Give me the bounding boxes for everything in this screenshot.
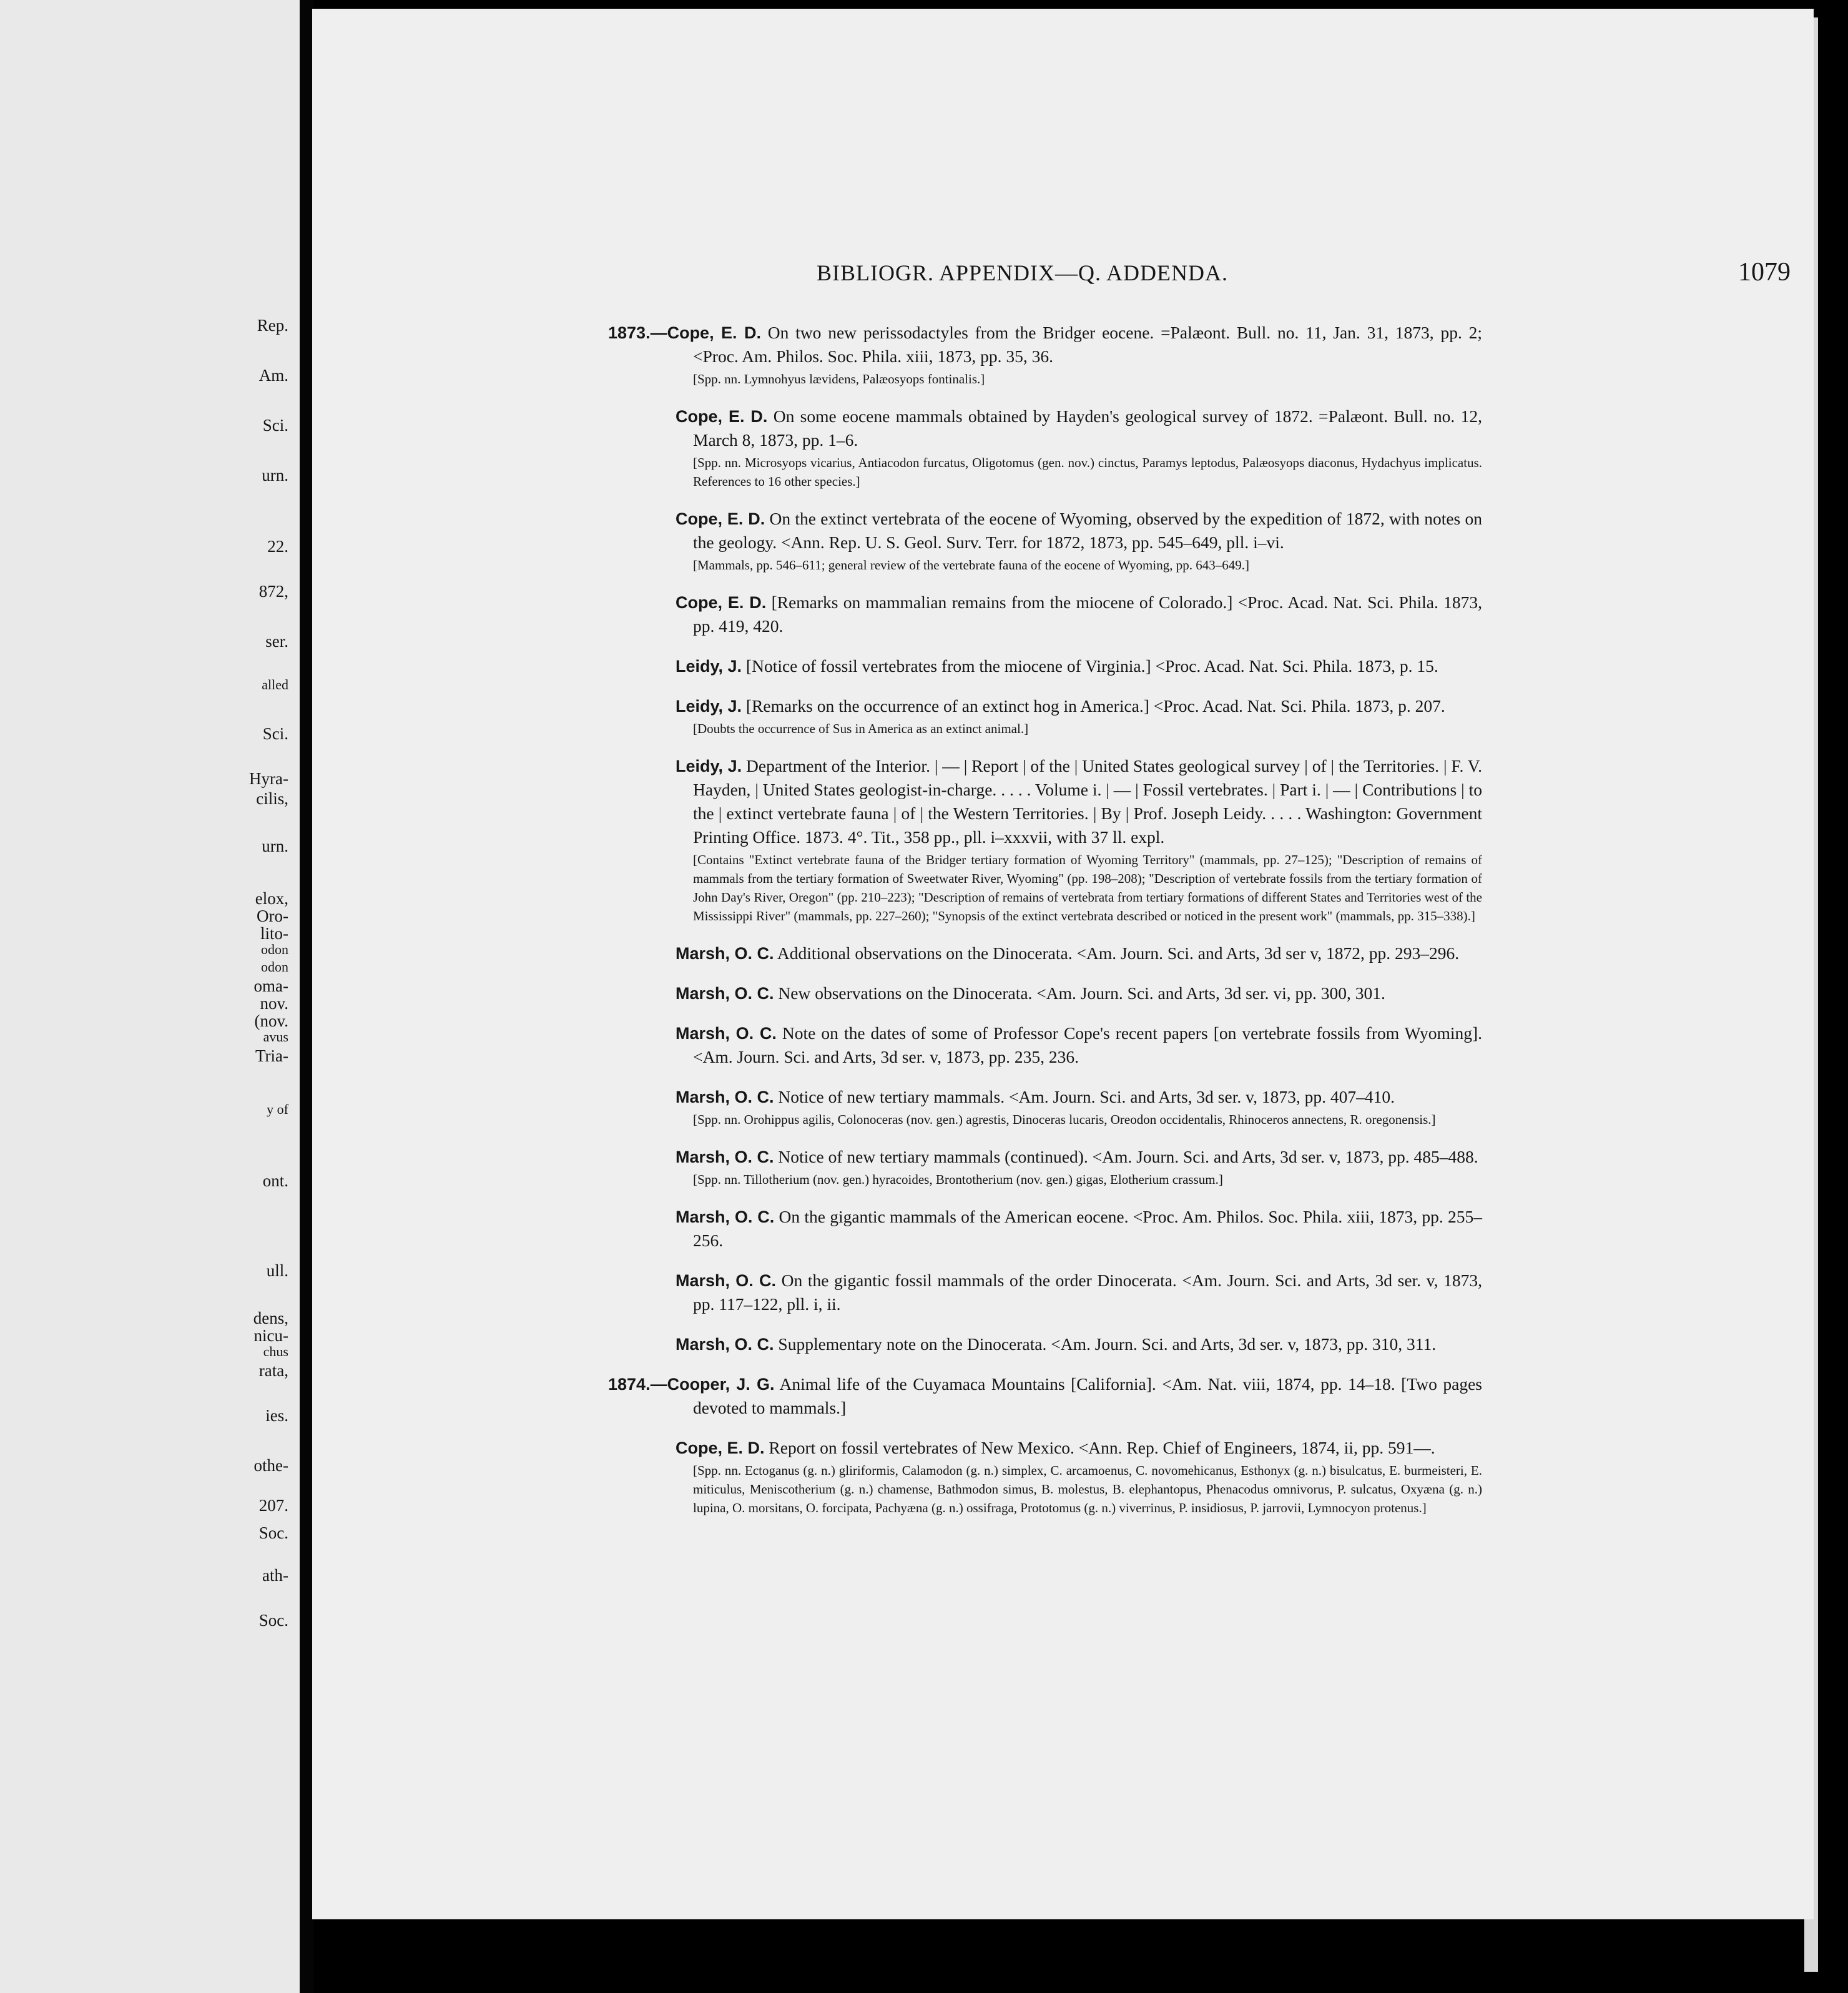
entry-author: Leidy, J. (676, 757, 742, 775)
entry-citation (608, 754, 1482, 849)
left-page-text-fragment: odon (261, 942, 288, 957)
bibliography-entry (608, 1145, 1482, 1189)
entry-citation (608, 1205, 1482, 1252)
entry-text: Animal life of the Cuyamaca Mountains [California]. <Am. Nat. viii, 1874, pp. 14–18. [Two pages devoted to mammals.] (693, 1374, 1482, 1417)
entry-note: [Spp. nn. Orohippus agilis, Colonoceras (nov. gen.) agrestis, Dinoceras lucaris, Oreodon occidentalis, Rhinoceros annectens, R. oregonensis.] (693, 1112, 1436, 1127)
left-page-text-fragment: lito- (260, 924, 288, 943)
left-page-text-fragment: odon (261, 959, 288, 975)
left-page-text-fragment: dens, (253, 1309, 288, 1327)
left-page-text-fragment: nov. (260, 994, 288, 1013)
entry-author: Marsh, O. C. (676, 1271, 776, 1290)
entry-author: Cope, E. D. (676, 407, 768, 426)
left-page-text-fragment: ull. (266, 1261, 288, 1280)
bibliography-entry (608, 1436, 1482, 1517)
entry-citation (608, 694, 1482, 718)
entry-text: Notice of new tertiary mammals. <Am. Journ. Sci. and Arts, 3d ser. v, 1873, pp. 407–410. (778, 1087, 1395, 1106)
left-page-text-fragment: Sci. (262, 416, 288, 435)
bibliography-entry (608, 754, 1482, 925)
entry-citation (608, 507, 1482, 554)
left-page-text-fragment: urn. (262, 466, 288, 485)
entry-author: Cope, E. D. (676, 509, 765, 528)
entry-text: Supplementary note on the Dinocerata. <Am. Journ. Sci. and Arts, 3d ser. v, 1873, pp. 310, 311. (778, 1334, 1437, 1354)
entry-citation (608, 654, 1482, 678)
left-page-text-fragment: Hyra- (249, 769, 288, 788)
entry-text: Note on the dates of some of Professor Cope's recent papers [on vertebrate fossils from Wyoming]. <Am. Journ. Sci. and Arts, 3d ser. v, 1873, pp. 235, 236. (693, 1023, 1483, 1066)
entry-text: Department of the Interior. | — | Report | of the | United States geological survey | of | the Territories. | F. V. Hayden, | United States geologist-in-charge. . . . . Volume i. | — | Fossil vertebrates. | Part i. | — | Contributions | to the | extinct vertebrate fauna | of | the Western Territories. | By | Prof. Joseph Leidy. . . . . Washington: Government Printing Office. 1873. 4°. Tit., 358 pp., pll. i–xxxvii, with 37 ll. expl. (693, 756, 1482, 847)
entry-citation (608, 1332, 1482, 1356)
entry-author: Marsh, O. C. (676, 1024, 777, 1043)
previous-page-fragment (0, 0, 300, 1993)
entry-author: Cope, E. D. (667, 323, 761, 342)
entry-author: Cope, E. D. (676, 1439, 765, 1457)
book-page (312, 9, 1814, 1919)
entry-author: Leidy, J. (676, 697, 742, 716)
entry-year: 1874.— (608, 1375, 667, 1394)
entry-text: On the gigantic fossil mammals of the order Dinocerata. <Am. Journ. Sci. and Arts, 3d ser. v, 1873, pp. 117–122, pll. i, ii. (693, 1271, 1482, 1314)
page-number: 1079 (1738, 258, 1791, 287)
entry-note: [Doubts the occurrence of Sus in America as an extinct animal.] (693, 721, 1029, 736)
bibliography-entry (608, 405, 1482, 491)
bibliography-entry (608, 654, 1482, 678)
left-page-text-fragment: 22. (267, 537, 288, 556)
left-page-text-fragment: ath- (262, 1566, 288, 1585)
entry-text: New observations on the Dinocerata. <Am. Journ. Sci. and Arts, 3d ser. vi, pp. 300, 301. (778, 983, 1385, 1003)
left-page-text-fragment: avus (263, 1029, 288, 1045)
entry-citation (608, 1085, 1482, 1109)
bibliography-entry (608, 1332, 1482, 1356)
left-page-text-fragment: ies. (265, 1406, 288, 1425)
bibliography-entry (608, 1205, 1482, 1252)
entry-citation (608, 1436, 1482, 1460)
entry-author: Leidy, J. (676, 657, 742, 676)
left-page-text-fragment: Soc. (258, 1523, 288, 1542)
left-page-text-fragment: Sci. (262, 724, 288, 743)
entry-author: Marsh, O. C. (676, 1148, 774, 1166)
entry-author: Marsh, O. C. (676, 1335, 774, 1354)
entry-text: Additional observations on the Dinocerata. <Am. Journ. Sci. and Arts, 3d ser v, 1872, pp. 293–296. (777, 943, 1460, 963)
left-page-text-fragment: chus (263, 1344, 288, 1359)
entry-note: [Spp. nn. Microsyops vicarius, Antiacodon furcatus, Oligotomus (gen. nov.) cinctus, Paramys leptodus, Palæosyops diaconus, Hydachyus implicatus. References to 16 other species.] (693, 455, 1482, 489)
entry-citation (608, 942, 1482, 965)
entry-text: On some eocene mammals obtained by Hayden's geological survey of 1872. =Palæont. Bull. no. 12, March 8, 1873, pp. 1–6. (693, 406, 1482, 450)
entry-author: Marsh, O. C. (676, 1208, 775, 1226)
left-page-text-fragment: 207. (258, 1496, 288, 1515)
entry-text: [Remarks on mammalian remains from the miocene of Colorado.] <Proc. Acad. Nat. Sci. Phila. 1873, pp. 419, 420. (693, 593, 1483, 636)
bibliography-entry (608, 1269, 1482, 1316)
left-page-text-fragment: elox, (255, 889, 288, 908)
bibliography-entry (608, 1085, 1482, 1129)
bibliography-entry (608, 982, 1482, 1005)
left-page-text-fragment: rata, (258, 1361, 288, 1380)
left-page-text-fragment: Rep. (257, 316, 288, 335)
bibliography-entry (608, 694, 1482, 738)
left-page-text-fragment: urn. (262, 837, 288, 855)
left-page-text-fragment: 872, (258, 582, 288, 601)
bibliography-entry (608, 942, 1482, 965)
bibliography-entry (608, 507, 1482, 574)
bibliography-entries (608, 321, 1482, 1533)
left-page-text-fragment: ser. (265, 632, 288, 651)
left-page-text-fragment: othe- (253, 1456, 288, 1475)
entry-note: [Contains "Extinct vertebrate fauna of the Bridger tertiary formation of Wyoming Territory" (mammals, pp. 27–125); "Description of remains of mammals from the tertiary formation of Sweetwater River, Wyoming" (pp. 198–208); "Description of vertebrate fossils from the tertiary formation of John Day's River, Oregon" (pp. 210–223); "Description of remains of vertebrata from tertiary formations of different States and Territories west of the Mississippi River" (mammals, pp. 227–260); "Synopsis of the extinct vertebrata described or noticed in the present work" (mammals, pp. 315–338).] (693, 852, 1482, 923)
entry-author: Cope, E. D. (676, 593, 767, 612)
entry-citation (608, 321, 1482, 368)
left-page-text-fragment: Tria- (255, 1046, 288, 1065)
entry-text: On two new perissodactyles from the Bridger eocene. =Palæont. Bull. no. 11, Jan. 31, 1873, pp. 2; <Proc. Am. Philos. Soc. Phila. xiii, 1873, pp. 35, 36. (693, 323, 1483, 366)
entry-citation (608, 405, 1482, 452)
bibliography-entry (608, 1021, 1482, 1069)
entry-text: Notice of new tertiary mammals (continued). <Am. Journ. Sci. and Arts, 3d ser. v, 1873, pp. 485–488. (778, 1147, 1478, 1166)
entry-citation (608, 1372, 1482, 1420)
running-head: BIBLIOGR. APPENDIX—Q. ADDENDA. (817, 260, 1229, 285)
entry-author: Marsh, O. C. (676, 1088, 774, 1106)
entry-text: [Remarks on the occurrence of an extinct hog in America.] <Proc. Acad. Nat. Sci. Phila. 1873, p. 207. (745, 696, 1445, 716)
left-page-text-fragment: alled (262, 677, 288, 692)
left-page-text-fragment: nicu- (253, 1326, 288, 1345)
left-page-text-fragment: ont. (262, 1171, 288, 1190)
bibliography-entry (608, 591, 1482, 638)
left-page-text-fragment: (nov. (254, 1011, 288, 1030)
entry-note: [Spp. nn. Ectoganus (g. n.) gliriformis, Calamodon (g. n.) simplex, C. arcamoenus, C. novomehicanus, Esthonyx (g. n.) bisulcatus, E. burmeisteri, E. miticulus, Meniscotherium (g. n.) chamense, Bathmodon simus, B. molestus, B. elephantopus, Phenacodus omnivorus, P. sulcatus, Oxyæna (g. n.) lupina, O. morsitans, O. forcipata, Pachyæna (g. n.) ossifraga, Prototomus (g. n.) viverrinus, P. insidiosus, P. jarrovii, Lymnocyon protenus.] (693, 1463, 1482, 1515)
entry-note: [Spp. nn. Tillotherium (nov. gen.) hyracoides, Brontotherium (nov. gen.) gigas, Elotherium crassum.] (693, 1172, 1223, 1187)
entry-note: [Mammals, pp. 546–611; general review of the vertebrate fauna of the eocene of Wyoming, pp. 643–649.] (693, 558, 1249, 573)
entry-text: [Notice of fossil vertebrates from the miocene of Virginia.] <Proc. Acad. Nat. Sci. Phila. 1873, p. 15. (745, 656, 1438, 676)
book-gutter (300, 0, 313, 1993)
entry-author: Marsh, O. C. (676, 984, 774, 1003)
left-page-text-fragment: Am. (258, 366, 288, 385)
entry-text: On the gigantic mammals of the American eocene. <Proc. Am. Philos. Soc. Phila. xiii, 1873, pp. 255–256. (693, 1207, 1483, 1250)
left-page-text-fragment: y of (267, 1101, 288, 1117)
page-header (817, 260, 1791, 295)
entry-citation (608, 1269, 1482, 1316)
bibliography-entry (608, 1372, 1482, 1420)
entry-year: 1873.— (608, 323, 667, 342)
bibliography-entry (608, 321, 1482, 388)
entry-citation (608, 982, 1482, 1005)
left-page-text-fragment: Oro- (257, 907, 288, 925)
entry-text: On the extinct vertebrata of the eocene of Wyoming, observed by the expedition of 1872, with notes on the geology. <Ann. Rep. U. S. Geol. Surv. Terr. for 1872, 1873, pp. 545–649, pll. i–vi. (693, 509, 1483, 552)
entry-citation (608, 1145, 1482, 1169)
entry-author: Cooper, J. G. (667, 1375, 775, 1394)
left-page-text-fragment: Soc. (258, 1611, 288, 1630)
entry-note: [Spp. nn. Lymnohyus lævidens, Palæosyops fontinalis.] (693, 372, 985, 386)
entry-citation (608, 1021, 1482, 1069)
entry-text: Report on fossil vertebrates of New Mexico. <Ann. Rep. Chief of Engineers, 1874, ii, pp. 591—. (769, 1438, 1435, 1457)
left-page-text-fragment: cilis, (256, 789, 288, 808)
entry-citation (608, 591, 1482, 638)
left-page-text-fragment: oma- (253, 977, 288, 995)
entry-author: Marsh, O. C. (676, 944, 774, 963)
